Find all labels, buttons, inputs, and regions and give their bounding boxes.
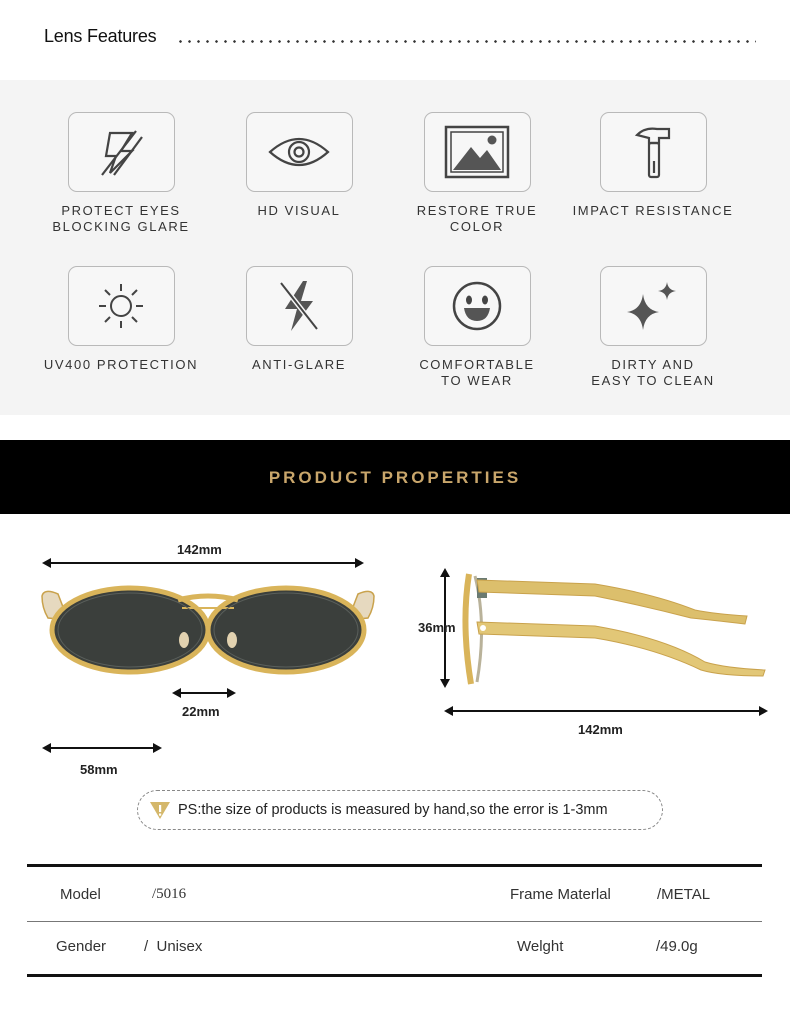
lens-features-title: Lens Features	[44, 26, 157, 46]
feature-icon-box	[424, 112, 531, 192]
dotted-divider	[176, 40, 756, 43]
table-rule-middle	[27, 921, 762, 922]
feature-icon-box	[68, 266, 175, 346]
measurement-notice	[137, 790, 663, 830]
sparkle-icon	[623, 278, 683, 334]
table-rule-top	[27, 864, 762, 867]
notice-text: PS:the size of products is measured by hand,so the error is 1-3mm	[178, 802, 608, 818]
banner-title: PRODUCT PROPERTIES	[268, 468, 522, 487]
feature-hd-visual	[214, 112, 384, 219]
feature-label: PROTECT EYES BLOCKING GLARE	[52, 203, 190, 234]
table-rule-bottom	[27, 974, 762, 977]
feature-icon-box	[68, 112, 175, 192]
feature-uv400	[36, 266, 206, 373]
features-grid	[0, 80, 790, 415]
smiley-face-icon	[451, 280, 503, 332]
side-view-glasses	[455, 564, 770, 694]
sun-icon	[96, 281, 146, 331]
frame-material-label: Frame Materlal	[510, 886, 611, 903]
feature-restore-color	[392, 112, 562, 235]
feature-label: UV400 PROTECTION	[43, 357, 199, 372]
feature-anti-glare	[214, 266, 384, 373]
landscape-image-icon	[444, 125, 510, 179]
feature-icon-box	[424, 266, 531, 346]
feature-easy-clean	[568, 266, 738, 389]
feature-icon-box	[246, 266, 353, 346]
feature-icon-box	[600, 266, 707, 346]
feature-label: RESTORE TRUE COLOR	[416, 203, 538, 234]
feature-icon-box	[246, 112, 353, 192]
bridge-label: 22mm	[182, 704, 220, 719]
temple-length-label: 142mm	[578, 722, 623, 737]
front-width-arrow	[44, 562, 362, 564]
lens-width-arrow	[44, 747, 160, 749]
bridge-arrow	[174, 692, 234, 694]
warning-triangle-icon	[148, 799, 172, 821]
model-label: Model	[60, 886, 101, 903]
feature-comfortable	[392, 266, 562, 389]
eye-icon	[266, 132, 332, 172]
feature-impact-resistance	[568, 112, 738, 219]
feature-icon-box	[600, 112, 707, 192]
lens-height-label: 36mm	[418, 620, 456, 635]
anti-glare-lightning-icon	[277, 277, 321, 335]
weight-label: Welght	[517, 938, 564, 955]
gender-value: / Unisex	[144, 938, 203, 955]
feature-label: ANTI-GLARE	[251, 357, 346, 372]
hammer-icon	[631, 123, 675, 181]
weight-value: /49.0g	[656, 938, 698, 955]
temple-length-arrow	[446, 710, 766, 712]
feature-protect-eyes	[36, 112, 206, 235]
lens-features-header	[0, 0, 790, 80]
gender-label: Gender	[56, 938, 107, 955]
model-value: /5016	[152, 886, 187, 902]
frame-material-value: /METAL	[657, 886, 711, 903]
dimensions-section	[0, 514, 790, 854]
spec-table	[27, 864, 762, 978]
front-view-glasses	[38, 574, 378, 684]
feature-label: HD VISUAL	[257, 203, 341, 218]
lens-width-label: 58mm	[80, 762, 118, 777]
feature-label: DIRTY AND EASY TO CLEAN	[591, 357, 715, 388]
front-width-label: 142mm	[177, 542, 222, 557]
product-properties-banner	[0, 440, 790, 514]
feature-label: COMFORTABLE TO WEAR	[419, 357, 535, 388]
feature-label: IMPACT RESISTANCE	[572, 203, 734, 218]
lightning-shield-icon	[92, 123, 150, 181]
